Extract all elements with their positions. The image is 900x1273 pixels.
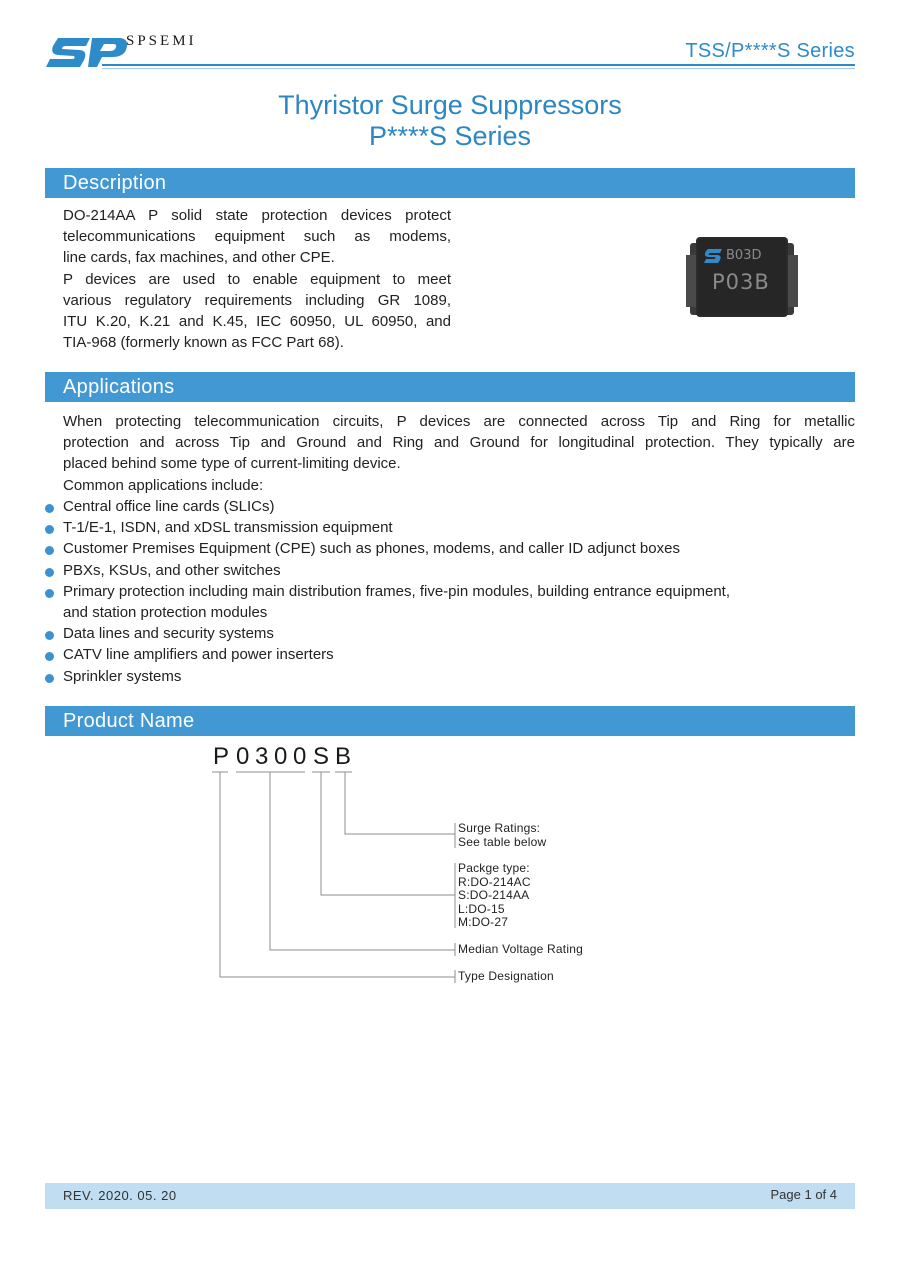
description-line: DO-214AA P solid state protection devices protect bbox=[63, 207, 451, 224]
label-median-voltage: Median Voltage Rating bbox=[458, 942, 583, 956]
description-line: TIA-968 (formerly known as FCC Part 68). bbox=[63, 334, 344, 352]
list-item: Sprinkler systems bbox=[45, 666, 845, 687]
header-rule bbox=[102, 64, 855, 66]
chip-marking-main: P03B bbox=[712, 270, 770, 294]
label-surge-ratings: Surge Ratings: See table below bbox=[458, 821, 547, 849]
series-tag: TSS/P****S Series bbox=[685, 40, 855, 62]
list-item: CATV line amplifiers and power inserters bbox=[45, 644, 845, 665]
description-line: P devices are used to enable equipment to meet bbox=[63, 270, 451, 288]
bullet-icon bbox=[45, 589, 54, 598]
section-heading-product-name: Product Name bbox=[45, 706, 855, 736]
list-item: Primary protection including main distribution frames, five-pin modules, building entrance equipment, bbox=[45, 581, 845, 602]
applications-line: placed behind some type of current-limiting device. bbox=[63, 455, 401, 473]
part-char: 0 bbox=[274, 743, 288, 770]
list-item: Central office line cards (SLICs) bbox=[45, 496, 845, 517]
part-char: 3 bbox=[255, 743, 269, 770]
list-item-continuation: and station protection modules bbox=[63, 604, 268, 622]
bullet-icon bbox=[45, 652, 54, 661]
section-heading-description: Description bbox=[45, 168, 855, 198]
applications-line: Common applications include: bbox=[63, 476, 264, 494]
description-text bbox=[63, 205, 451, 353]
applications-line: When protecting telecommunication circuits, P devices are connected across Tip and Ring for metallic bbox=[63, 413, 855, 430]
list-item: Data lines and security systems bbox=[45, 623, 845, 644]
part-char: 0 bbox=[236, 743, 250, 770]
part-char: P bbox=[213, 743, 230, 770]
header-rule-light bbox=[102, 68, 855, 69]
chip-image bbox=[686, 233, 798, 329]
bullet-icon bbox=[45, 674, 54, 683]
part-char: B bbox=[335, 743, 352, 770]
chip-marking-top: B03D bbox=[726, 248, 762, 263]
label-package-type: Packge type: R:DO-214AC S:DO-214AA L:DO-15 M:DO-27 bbox=[458, 861, 531, 929]
bullet-icon bbox=[45, 525, 54, 534]
description-line: various regulatory requirements including GR 1089, bbox=[63, 291, 451, 309]
description-line: telecommunications equipment such as modems, bbox=[63, 228, 451, 246]
description-line: ITU K.20, K.21 and K.45, IEC 60950, UL 60950, and bbox=[63, 313, 451, 331]
part-char: S bbox=[313, 743, 330, 770]
applications-line: protection and across Tip and Ground and Ring and Ground for longitudinal protection. They typically are bbox=[63, 434, 855, 452]
bullet-icon bbox=[45, 568, 54, 577]
applications-list bbox=[45, 496, 845, 687]
applications-text bbox=[63, 411, 855, 496]
page-footer bbox=[45, 1183, 855, 1209]
list-item: T-1/E-1, ISDN, and xDSL transmission equipment bbox=[45, 517, 845, 538]
bullet-icon bbox=[45, 546, 54, 555]
description-line: line cards, fax machines, and other CPE. bbox=[63, 249, 335, 267]
page-subtitle: P****S Series bbox=[368, 121, 532, 151]
part-char: 0 bbox=[293, 743, 307, 770]
label-type-designation: Type Designation bbox=[458, 969, 554, 983]
bullet-icon bbox=[45, 504, 54, 513]
bullet-icon bbox=[45, 631, 54, 640]
revision-date: REV. 2020. 05. 20 bbox=[63, 1188, 177, 1203]
list-item: Customer Premises Equipment (CPE) such as phones, modems, and caller ID adjunct boxes bbox=[45, 538, 845, 559]
section-heading-applications: Applications bbox=[45, 372, 855, 402]
logo-wordmark: SPSEMI bbox=[126, 33, 197, 49]
page-number: Page 1 of 4 bbox=[770, 1187, 837, 1202]
list-item: PBXs, KSUs, and other switches bbox=[45, 560, 845, 581]
page-title: Thyristor Surge Suppressors bbox=[278, 90, 622, 120]
